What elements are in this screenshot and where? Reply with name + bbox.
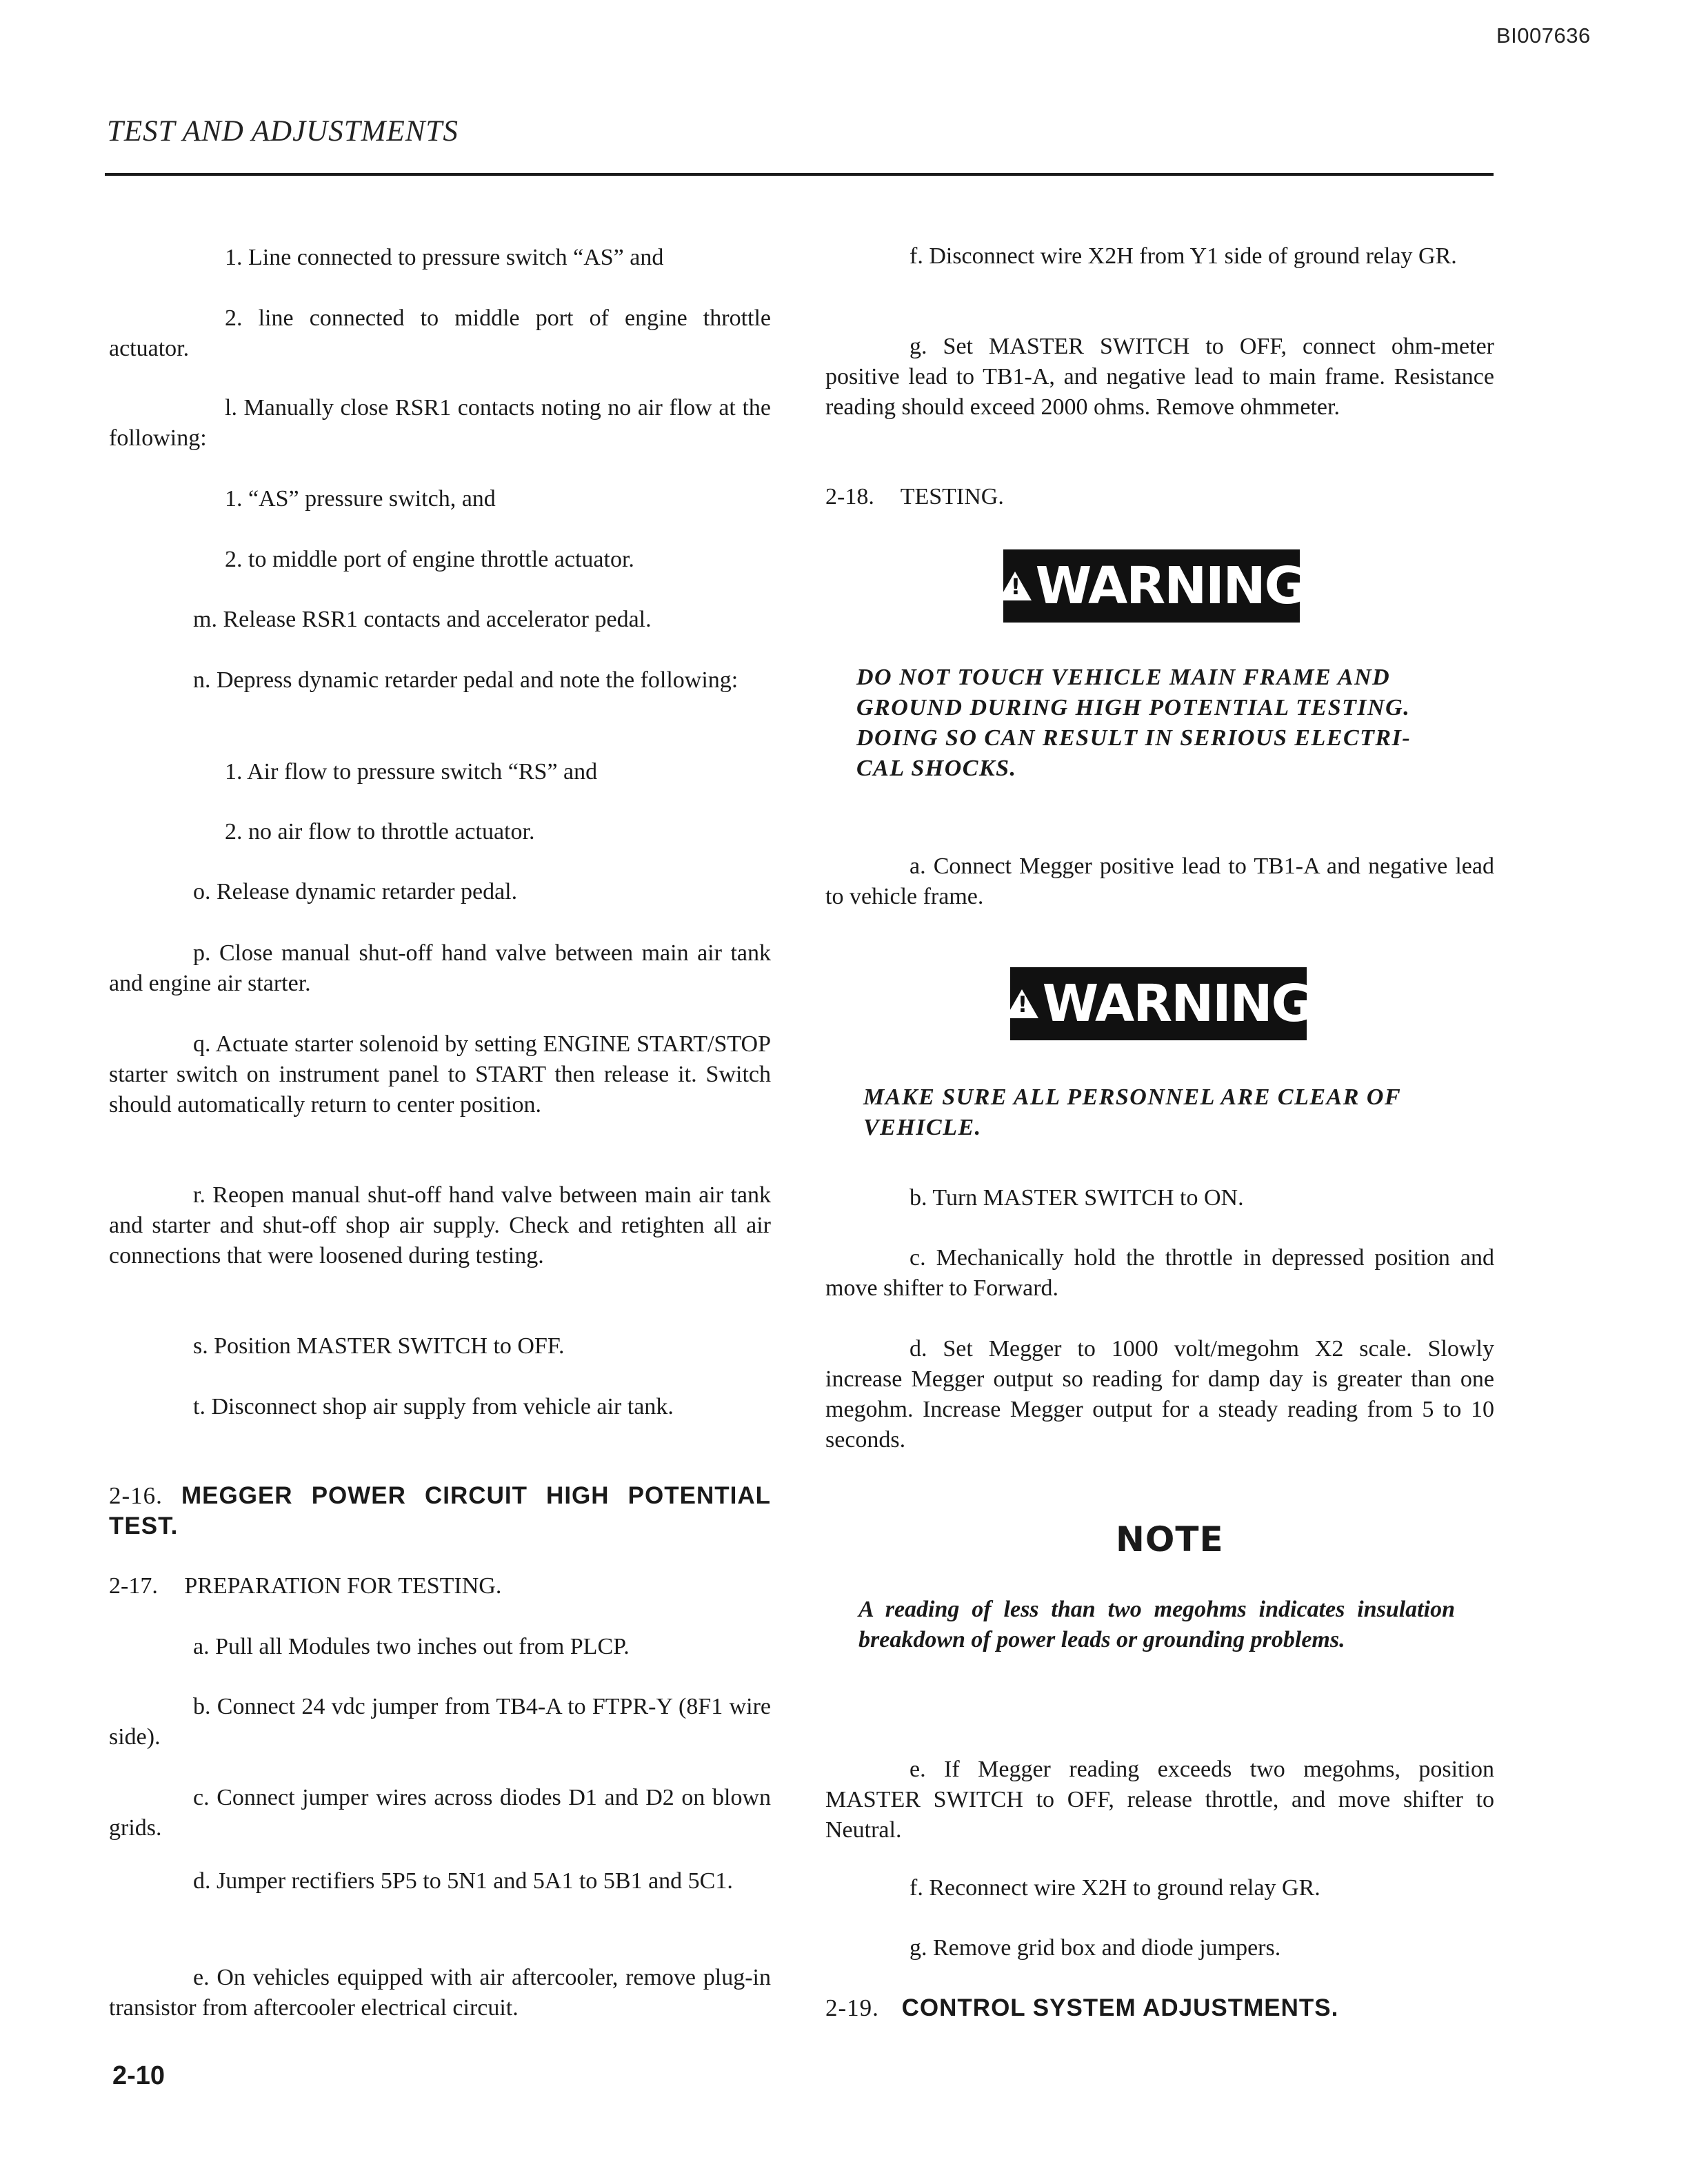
step-item: d. Set Megger to 1000 volt/megohm X2 scale. Slowly increase Megger output so reading for damp day is greater than one megohm. Increase Megger output for a steady reading from 5 to 10 seconds. [825,1336,1494,1453]
warning-message: DO NOT TOUCH VEHICLE MAIN FRAME AND GROUND DURING HIGH POTENTIAL TESTING. DOING SO CAN RESULT IN SERIOUS ELECTRI-CAL SHOCKS. [856,665,1411,781]
warning-label: WARNING [1042,974,1312,1033]
heading-text: PREPARATION FOR TESTING. [184,1573,502,1599]
section-heading-2-17 [109,1571,771,1601]
heading-number: 2-18. [825,484,874,509]
heading-number: 2-19. [825,1994,879,2021]
heading-number: 2-16. [109,1482,163,1509]
step-item: c. Connect jumper wires across diodes D1 and D2 on blown grids. [109,1785,771,1841]
step-item: 1. Line connected to pressure switch “AS” and [225,245,664,270]
heading-text: MEGGER POWER CIRCUIT HIGH POTENTIAL TEST. [109,1482,771,1539]
step-item: f. Disconnect wire X2H from Y1 side of ground relay GR. [910,243,1457,269]
step-item: m. Release RSR1 contacts and accelerator pedal. [193,607,652,632]
step-item: c. Mechanically hold the throttle in depressed position and move shifter to Forward. [825,1245,1494,1301]
step-item: b. Turn MASTER SWITCH to ON. [910,1185,1244,1211]
step-item: 1. “AS” pressure switch, and [225,486,496,512]
page-number: 2-10 [112,2061,165,2090]
step-item: b. Connect 24 vdc jumper from TB4-A to FTPR-Y (8F1 wire side). [109,1694,771,1750]
step-item: q. Actuate starter solenoid by setting ENGINE START/STOP starter switch on instrument panel to START then release it. Switch should automatically return to center position. [109,1031,771,1118]
section-heading-2-16 [109,1481,771,1541]
step-item: e. On vehicles equipped with air aftercooler, remove plug-in transistor from aftercooler electrical circuit. [109,1965,771,2021]
step-item: d. Jumper rectifiers 5P5 to 5N1 and 5A1 to 5B1 and 5C1. [193,1868,733,1894]
warning-triangle-icon [998,572,1032,600]
heading-text: CONTROL SYSTEM ADJUSTMENTS. [901,1994,1339,2021]
step-item: o. Release dynamic retarder pedal. [193,879,518,904]
document-id: BI007636 [1496,23,1591,48]
step-item: 2. line connected to middle port of engine throttle actuator. [109,305,771,361]
step-item: f. Reconnect wire X2H to ground relay GR. [910,1875,1320,1901]
step-item: n. Depress dynamic retarder pedal and note the following: [193,667,738,693]
warning-triangle-icon [1005,989,1038,1018]
header-divider [105,173,1494,176]
heading-text: TESTING. [900,484,1004,509]
step-item: l. Manually close RSR1 contacts noting no air flow at the following: [109,395,771,451]
step-item: e. If Megger reading exceeds two megohms, position MASTER SWITCH to OFF, release throttle, and move shifter to Neutral. [825,1757,1494,1843]
step-item: g. Set MASTER SWITCH to OFF, connect ohm-meter positive lead to TB1-A, and negative lead to main frame. Resistance reading should exceed 2000 ohms. Remove ohmmeter. [825,334,1494,420]
step-item: 2. no air flow to throttle actuator. [225,819,535,845]
heading-number: 2-17. [109,1573,158,1599]
note-message: A reading of less than two megohms indicates insulation breakdown of power leads or grounding problems. [858,1597,1455,1652]
section-title: TEST AND ADJUSTMENTS [107,115,459,148]
section-heading-2-19 [825,1993,1494,2023]
section-heading-2-18 [825,482,1494,512]
step-item: 1. Air flow to pressure switch “RS” and [225,759,598,785]
step-item: r. Reopen manual shut-off hand valve between main air tank and starter and shut-off shop air supply. Check and retighten all air connections that were loosened during testing. [109,1182,771,1268]
step-item: p. Close manual shut-off hand valve between main air tank and engine air starter. [109,940,771,996]
step-item: s. Position MASTER SWITCH to OFF. [193,1333,565,1359]
step-item: t. Disconnect shop air supply from vehicle air tank. [193,1394,674,1419]
note-heading: NOTE [1116,1519,1224,1559]
warning-label: WARNING [1035,556,1305,616]
warning-banner [1010,967,1312,1040]
step-item: a. Pull all Modules two inches out from PLCP. [193,1634,630,1659]
step-item: g. Remove grid box and diode jumpers. [910,1935,1281,1961]
step-item: 2. to middle port of engine throttle actuator. [225,547,634,572]
step-item: a. Connect Megger positive lead to TB1-A and negative lead to vehicle frame. [825,853,1494,909]
warning-banner [1003,549,1305,623]
warning-message: MAKE SURE ALL PERSONNEL ARE CLEAR OF VEHICLE. [863,1084,1401,1140]
